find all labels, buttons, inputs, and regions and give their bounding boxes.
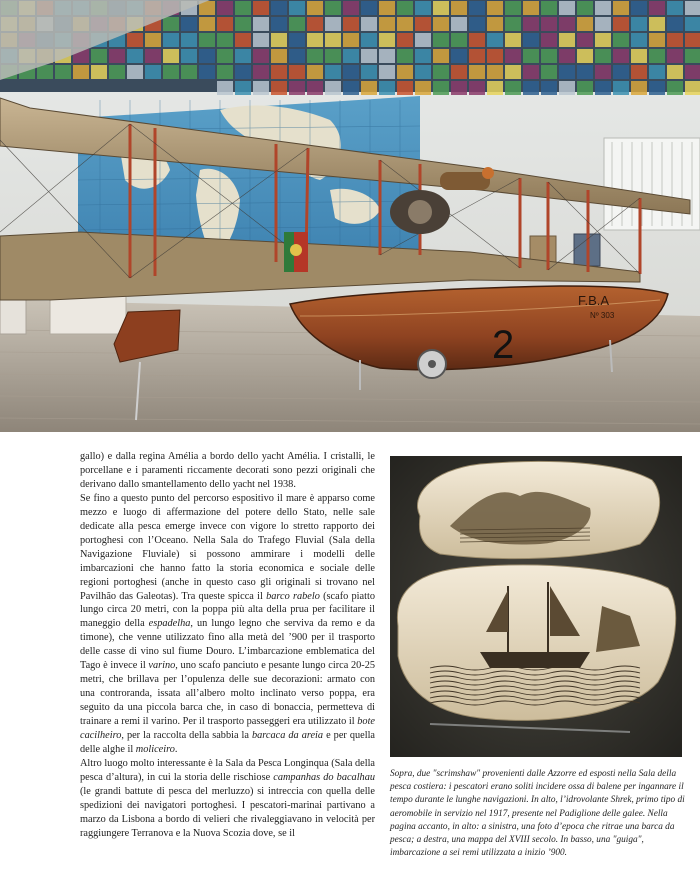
italic-term: moliceiro <box>135 744 175 756</box>
italic-term: bote cacilheiro <box>80 716 375 742</box>
text-run: e per quella delle alghe il <box>80 730 375 756</box>
text-run: (le grandi battute di pesca del merluzzo) si intreccia con quella delle spedizioni dei navigatori portoghesi. I pescatori-marinai partivano a marzo da Lisbona a bordo di velieri che rivaleggiavano in velocità per raggiungere Terranova e la Nuova Scozia dove, se il <box>80 785 375 839</box>
text-run: , per la raccolta della sabbia la <box>121 730 252 742</box>
scrimshaw-illustration <box>390 456 682 757</box>
seaplane-illustration <box>0 0 700 432</box>
italic-term: barcaca da areia <box>252 730 324 742</box>
italic-term: varino <box>148 660 176 672</box>
italic-term: campanhas do bacalhau <box>273 771 376 783</box>
text-run: (scafo piatto lungo circa 20 metri, con la poppa più alta della prua per facilitare il maneggio della <box>80 590 375 630</box>
article-body <box>80 450 375 841</box>
scrimshaw-tooth-bottom <box>397 565 675 720</box>
text-run: Altro luogo molto interessante è la Sala da Pesca Longinqua (Sala della pesca d’altura), in cui la storia delle rischiose <box>80 757 375 783</box>
window-shutters <box>604 138 700 230</box>
hull-number: 2 <box>492 323 515 367</box>
seaplane-photo <box>0 0 700 432</box>
scrimshaw-tooth-top <box>418 461 660 558</box>
hull-marking: F.B.A <box>578 293 610 308</box>
text-run: . <box>174 744 178 756</box>
body-paragraph <box>80 492 375 757</box>
scrimshaw-photo <box>390 456 682 757</box>
body-paragraph <box>80 450 375 492</box>
text-run: gallo) e dalla regina Amélia a bordo dello yacht Amélia. I cristalli, le porcellane e i paramenti riccamente decorati sono pezzi originali che derivano dallo smantellamento dello yacht nel 1938. <box>80 451 375 490</box>
body-paragraph <box>80 757 375 841</box>
text-run: , un lungo legno che serviva da remo e da timone), che venne utilizzato fino alla metà del ’900 per il trasporto delle casse di vino sul fiume Douro. L’imbarcazione emblematica del Tago è invece il <box>80 618 375 672</box>
text-run: Se fino a questo punto del percorso espositivo il mare è apparso come mezzo e luogo di affermazione del potere dello Stato, nelle sale dedicate alla pesca emerge invece con vigore lo stretto rapporto dei portoghesi con l’Oceano. Nella Sala do Trafego Fluvial (Sala della Navigazione Fluviale) si possono ammirare i modelli delle imbarcazioni che hanno fatto la storia economica e sociale delle regioni portoghesi (anche in questo caso gli originali si trovano nel Pavilhão das Galeotas). Tra queste spicca il <box>80 492 375 602</box>
italic-term: espadelha <box>148 618 191 630</box>
photo-caption: Sopra, due "scrimshaw" provenienti dalle Azzorre ed esposti nella Sala della pesca costiera: i pescatori erano soliti incidere ossa di balene per ingannare il tempo durante le lunghe navigazioni. In alto, l’idrovolante Shrek, primo tipo di aeromobile in servizio nel 1917, presente nel Padiglione delle galee. Nella pagina accanto, in alto: a sinistra, una foto d’epoca che ritrae una barca da pesca; a destra, una mappa del XVIII secolo. In basso, una "guiga", imbarcazione a sei remi utilizzata a inizio ’900. <box>390 769 685 859</box>
italic-term: barco rabelo <box>266 590 320 602</box>
text-run: , uno scafo panciuto e pesante lungo circa 20-25 metri, che brillava per l’opulenza delle sue decorazioni: armato con una controranda, issata all’albero molto inclinato verso poppa, era seguito da una piccola barca che, in caso di bonaccia, permetteva di trainare a remi il varino. Per il trasporto passeggeri era utilizzato il <box>80 660 375 728</box>
hull-serial: Nº 303 <box>590 311 615 320</box>
